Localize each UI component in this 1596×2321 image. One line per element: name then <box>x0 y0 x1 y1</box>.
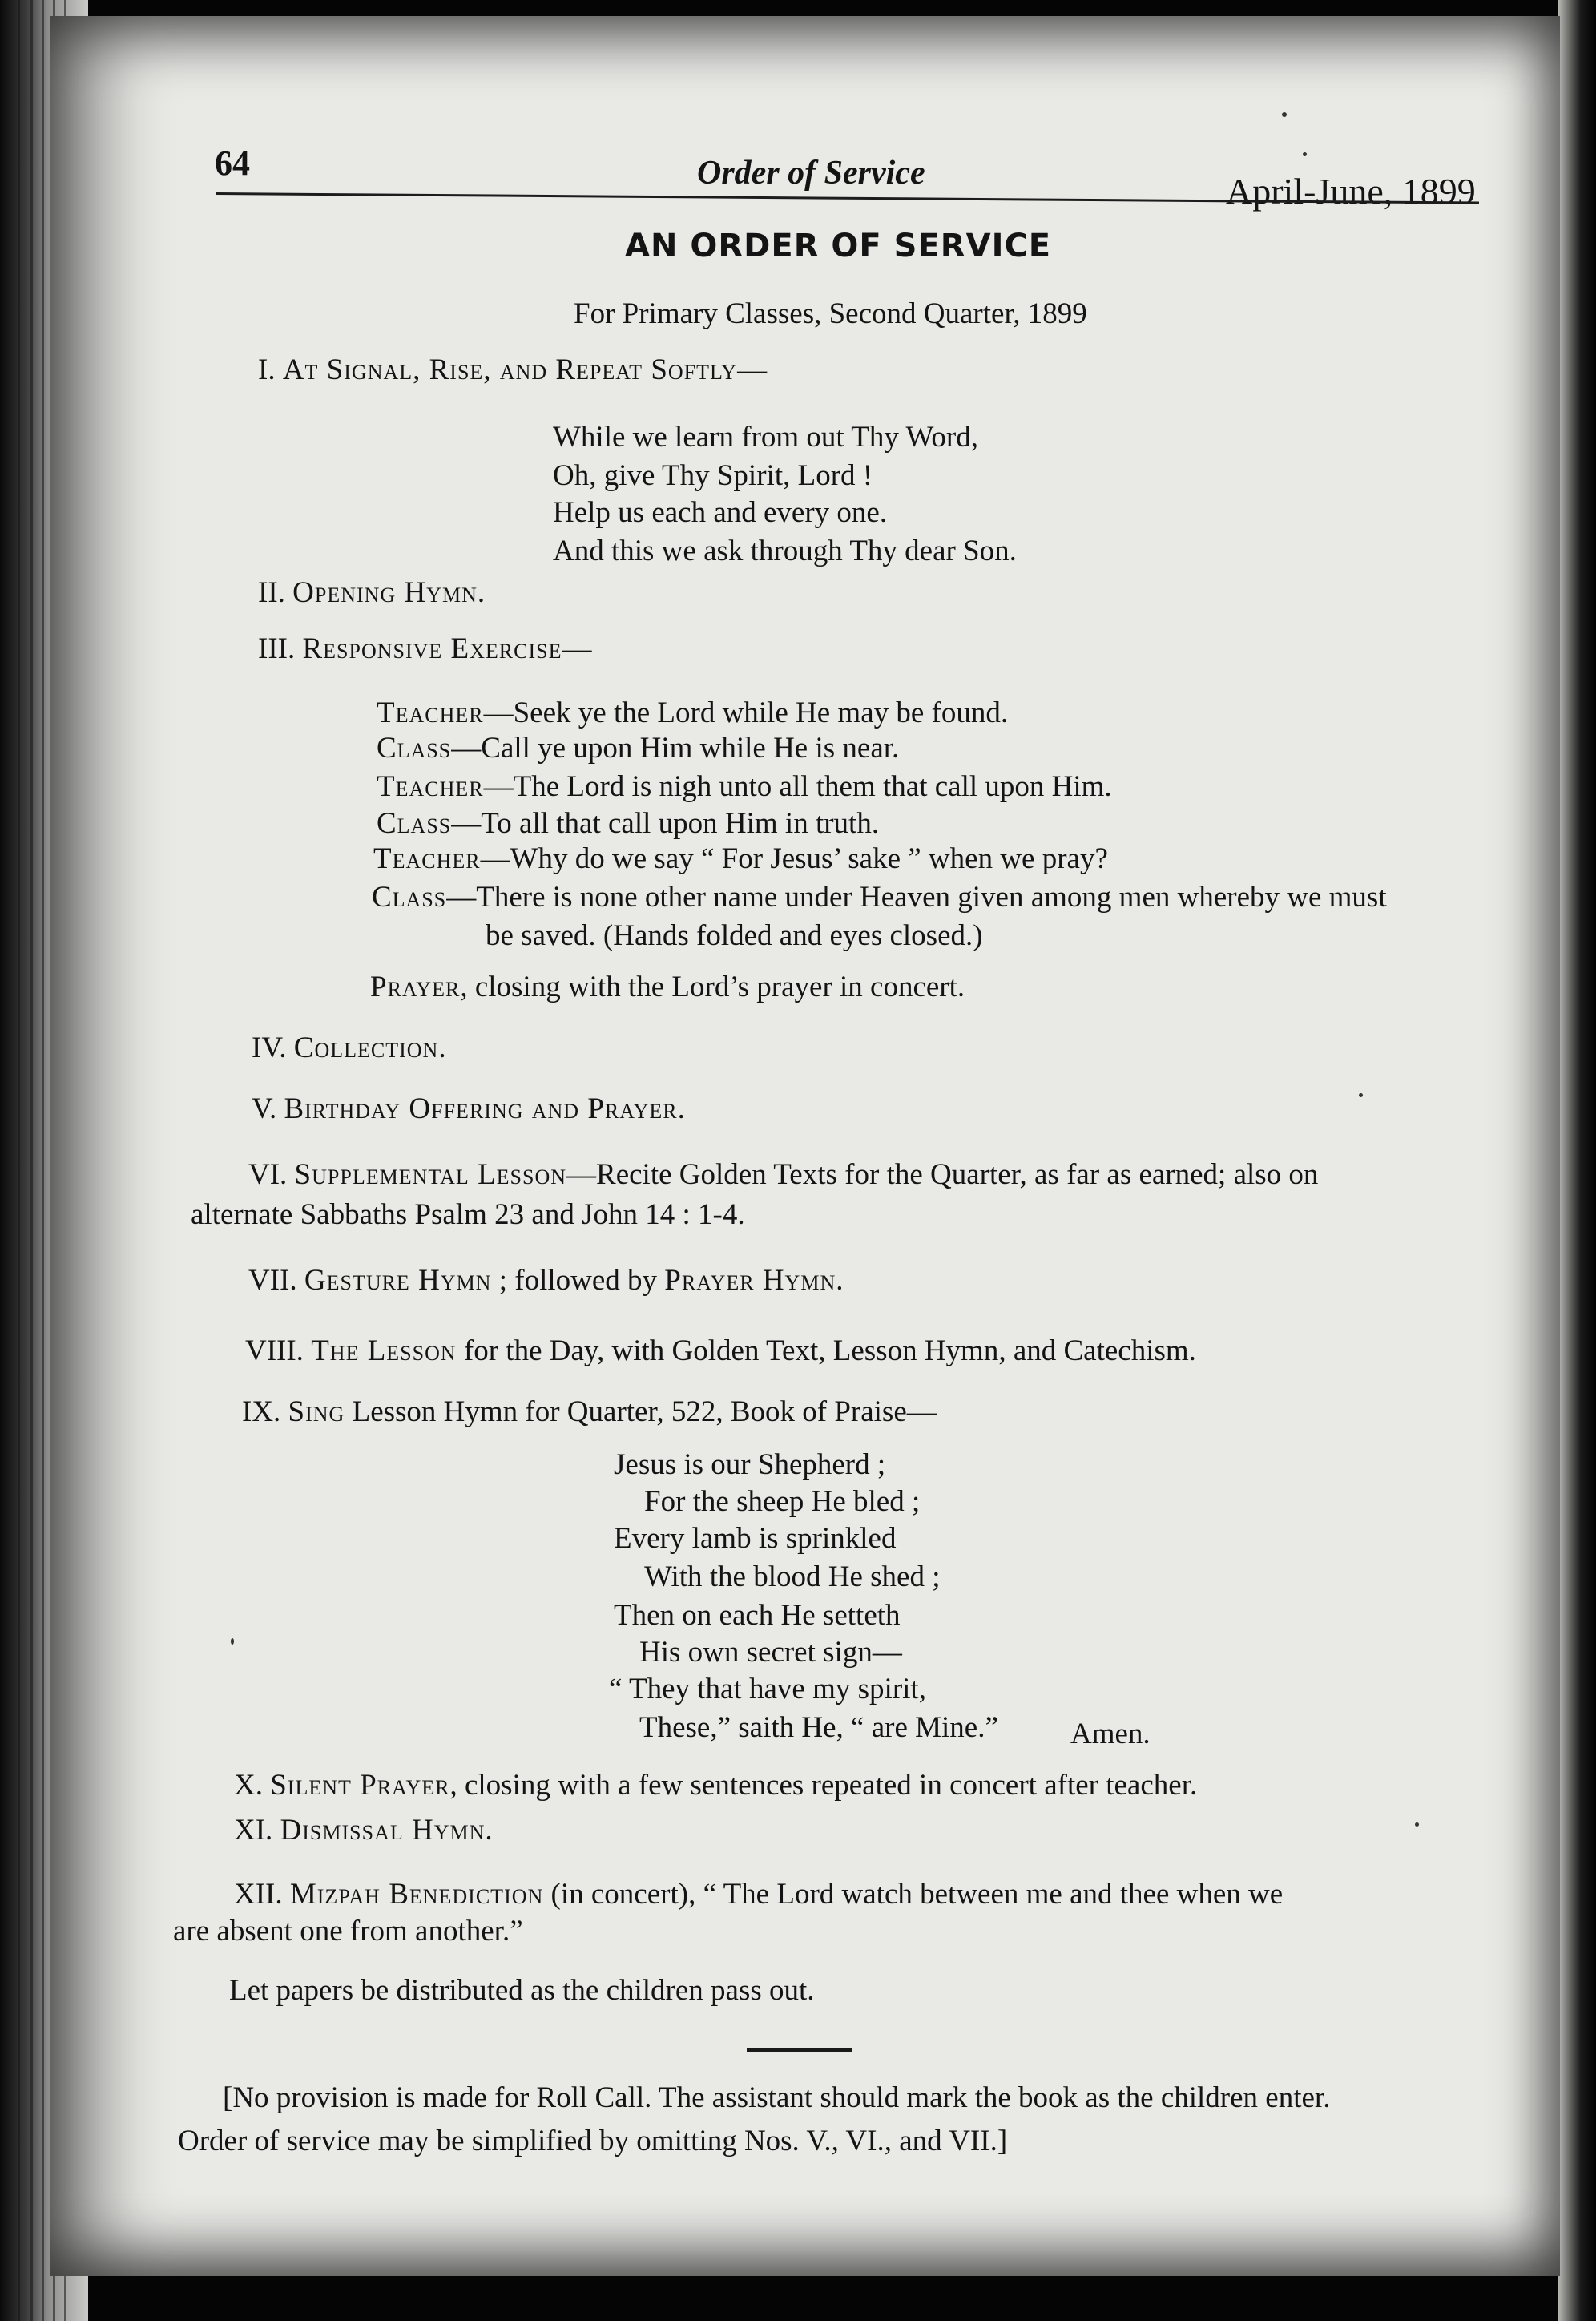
item-text: , closing with a few sentences repeated in concert after teacher. <box>449 1769 1198 1802</box>
page-title: AN ORDER OF SERVICE <box>625 228 1052 264</box>
verse-line: Oh, give Thy Spirit, Lord ! <box>553 459 873 492</box>
responsive-line <box>377 806 879 841</box>
responsive-line <box>377 696 1008 730</box>
item-iv <box>252 1031 447 1065</box>
response-text: —There is none other name under Heaven given among men whereby we must <box>446 881 1387 914</box>
item-number: II. <box>258 576 285 609</box>
speaker: Class <box>377 807 452 840</box>
item-ix <box>242 1395 937 1429</box>
item-text: Responsive Exercise— <box>302 632 593 665</box>
item-v <box>252 1092 686 1126</box>
item-text: Lesson Hymn for Quarter, 522, Book of Praise— <box>345 1395 937 1428</box>
item-text: Opening Hymn. <box>292 576 486 609</box>
item-text: —Recite Golden Texts for the Quarter, as far as earned; also on <box>566 1158 1319 1191</box>
item-lead: Gesture Hymn <box>304 1264 492 1297</box>
hymn-line: Jesus is our Shepherd ; <box>614 1448 886 1481</box>
item-lead: Mizpah Benediction <box>289 1878 544 1911</box>
hymn-line: For the sheep He bled ; <box>644 1485 921 1518</box>
responsive-continuation: be saved. (Hands folded and eyes closed.) <box>486 919 983 952</box>
verse-line: And this we ask through Thy dear Son. <box>553 535 1017 567</box>
item-number: XI. <box>234 1814 273 1847</box>
page-right-edge <box>1558 0 1596 2321</box>
prayer-lead: Prayer <box>370 971 461 1003</box>
speck <box>1303 152 1307 156</box>
item-i <box>258 353 768 387</box>
verse-line: Help us each and every one. <box>553 496 888 529</box>
item-number: III. <box>258 632 296 665</box>
item-number: IX. <box>242 1395 281 1428</box>
hymn-line: Every lamb is sprinkled <box>614 1522 897 1555</box>
item-x <box>234 1768 1197 1802</box>
speck <box>231 1638 234 1645</box>
item-xii <box>234 1877 1283 1911</box>
header-date: April-June, 1899 <box>1226 171 1476 212</box>
amen: Amen. <box>1070 1718 1151 1750</box>
item-number: VII. <box>248 1264 297 1297</box>
responsive-line <box>372 880 1387 914</box>
hymn-line: With the blood He shed ; <box>644 1560 941 1593</box>
responsive-line <box>373 842 1108 876</box>
note-line: Order of service may be simplified by omitting Nos. V., VI., and VII.] <box>178 2125 1008 2158</box>
item-text: for the Day, with Golden Text, Lesson Hymn, and Catechism. <box>456 1334 1196 1367</box>
item-text: (in concert), “ The Lord watch between me and thee when we <box>543 1878 1284 1911</box>
item-lead: Silent Prayer <box>270 1769 450 1802</box>
section-divider <box>747 2048 852 2052</box>
responsive-line <box>377 731 899 765</box>
closing-instruction: Let papers be distributed as the children pass out. <box>229 1974 815 2007</box>
speck <box>1415 1822 1419 1827</box>
speaker: Class <box>372 881 447 914</box>
hymn-line: His own secret sign— <box>639 1636 902 1669</box>
subtitle: For Primary Classes, Second Quarter, 1899 <box>574 297 1087 330</box>
hymn-line: Then on each He setteth <box>614 1599 901 1632</box>
running-title: Order of Service <box>697 155 925 192</box>
item-text: ; followed by <box>491 1264 665 1297</box>
speaker: Teacher <box>373 842 481 875</box>
verse-line: While we learn from out Thy Word, <box>553 421 978 454</box>
item-vi <box>248 1157 1318 1192</box>
item-tail: Prayer Hymn. <box>664 1264 844 1297</box>
speaker: Teacher <box>377 770 484 803</box>
item-number: I. <box>258 353 276 386</box>
item-number: X. <box>234 1769 263 1802</box>
item-viii <box>245 1334 1196 1368</box>
item-text: Birthday Offering and Prayer. <box>284 1092 686 1125</box>
item-xii-continuation: are absent one from another.” <box>173 1915 523 1948</box>
hymn-line: These,” saith He, “ are Mine.” <box>639 1711 998 1744</box>
speck <box>1282 112 1287 117</box>
item-number: VI. <box>248 1158 288 1191</box>
item-number: IV. <box>252 1031 287 1064</box>
page-number: 64 <box>215 143 250 183</box>
item-text: Collection. <box>293 1031 447 1064</box>
item-ii <box>258 575 486 610</box>
item-text: Dismissal Hymn. <box>280 1814 494 1847</box>
prayer-line <box>370 970 965 1004</box>
item-number: V. <box>252 1092 277 1125</box>
hymn-line: “ They that have my spirit, <box>609 1673 926 1705</box>
speaker: Teacher <box>377 696 484 729</box>
responsive-line <box>377 769 1112 804</box>
speck <box>1359 1093 1363 1097</box>
response-text: —The Lord is nigh unto all them that call upon Him. <box>483 770 1112 803</box>
item-vi-continuation: alternate Sabbaths Psalm 23 and John 14 : 1-4. <box>191 1198 745 1231</box>
response-text: —To all that call upon Him in truth. <box>451 807 880 840</box>
response-text: —Seek ye the Lord while He may be found. <box>483 696 1009 729</box>
prayer-text: , closing with the Lord’s prayer in concert. <box>460 971 965 1003</box>
response-text: —Why do we say “ For Jesus’ sake ” when we pray? <box>480 842 1108 875</box>
item-lead: The Lesson <box>311 1334 457 1367</box>
item-text: At Signal, Rise, and Repeat Softly— <box>282 353 768 386</box>
item-lead: Sing <box>288 1395 345 1428</box>
item-number: VIII. <box>245 1334 304 1367</box>
item-number: XII. <box>234 1878 283 1911</box>
item-xi <box>234 1813 494 1847</box>
speaker: Class <box>377 732 452 765</box>
item-vii <box>248 1263 844 1298</box>
response-text: —Call ye upon Him while He is near. <box>451 732 900 765</box>
note-line: [No provision is made for Roll Call. The assistant should mark the book as the children enter. <box>223 2081 1331 2114</box>
item-lead: Supplemental Lesson <box>294 1158 567 1191</box>
item-iii <box>258 632 592 666</box>
